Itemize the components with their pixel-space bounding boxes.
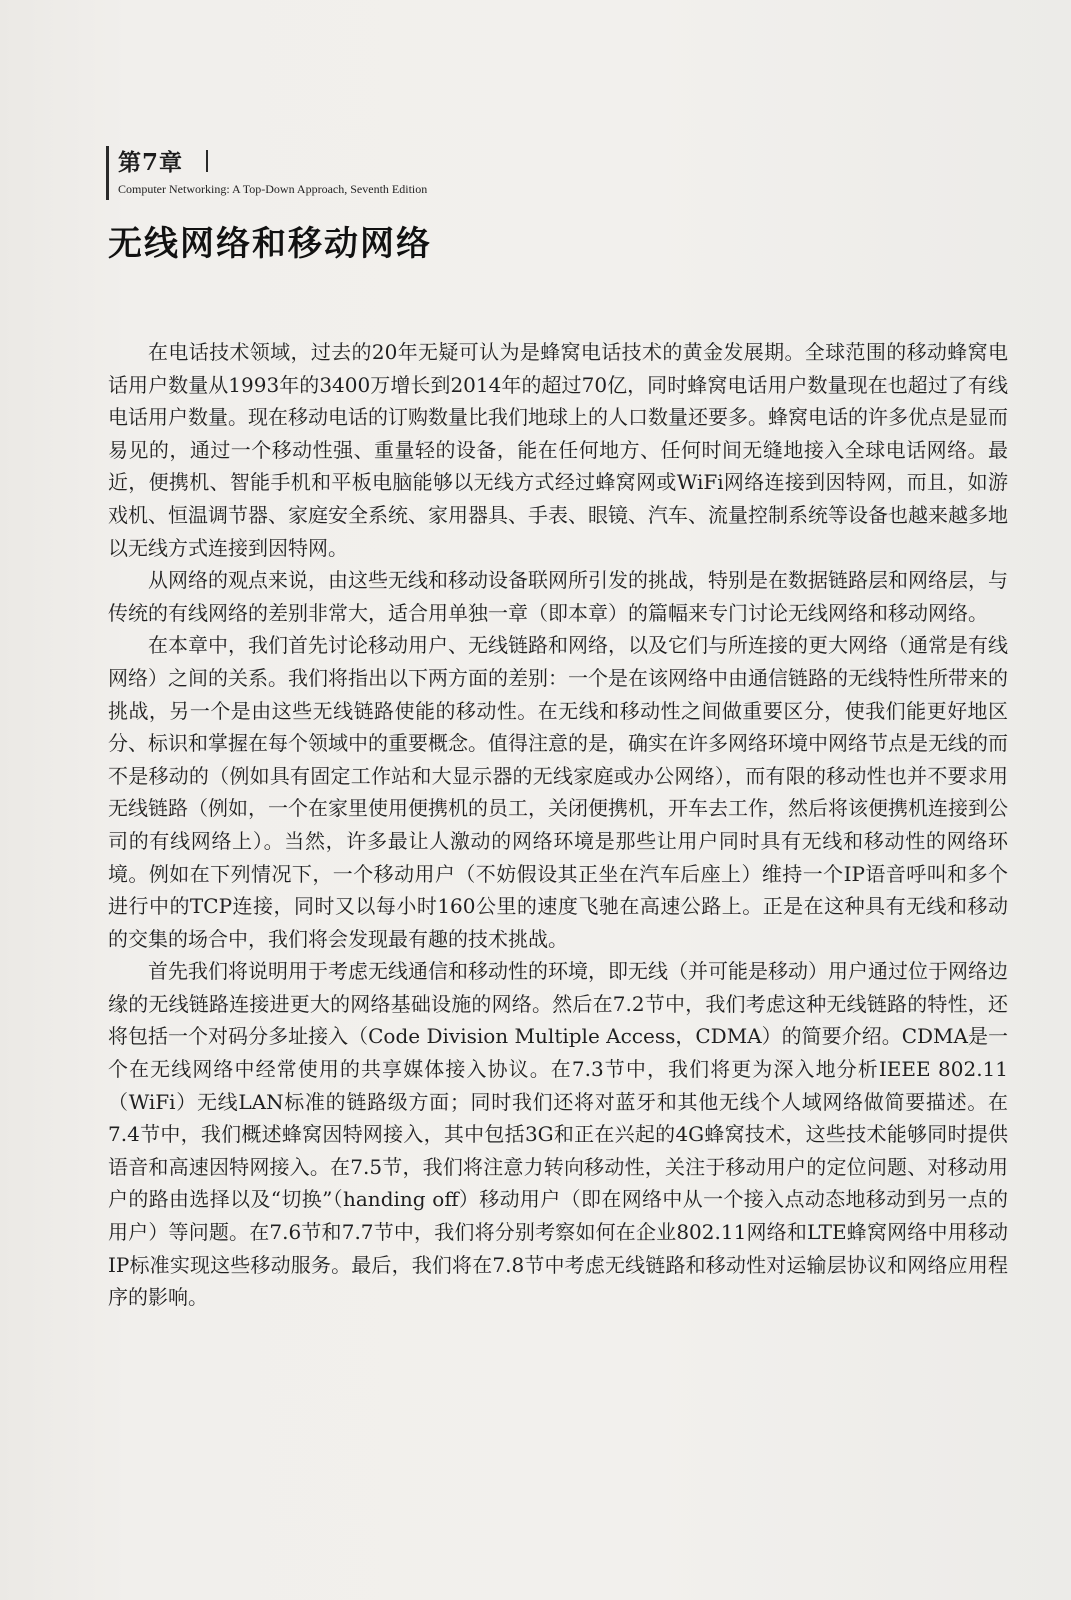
paragraph: 从网络的观点来说，由这些无线和移动设备联网所引发的挑战，特别是在数据链路层和网络层，与传统的有线网络的差别非常大，适合用单独一章（即本章）的篇幅来专门讨论无线网络和移动网络。 xyxy=(108,568,1008,625)
book-title-line: Computer Networking: A Top-Down Approach, Seventh Edition xyxy=(118,182,428,196)
paragraph: 首先我们将说明用于考虑无线通信和移动性的环境，即无线（并可能是移动）用户通过位于网络边缘的无线链路连接进更大的网络基础设施的网络。然后在7.2节中，我们考虑这种无线链路的特性，还将包括一个对码分多址接入（Code Division Multiple Access，CDMA）的简要介绍。CDMA是一个在无线网络中经常使用的共享媒体接入协议。在7.3节中，我们将更为深入地分析IEEE 802.11（WiFi）无线LAN标准的链路级方面；同时我们还将对蓝牙和其他无线个人域网络做简要描述。在7.4节中，我们概述蜂窝因特网接入，其中包括3G和正在兴起的4G蜂窝技术，这些技术能够同时提供语音和高速因特网接入。在7.5节，我们将注意力转向移动性，关注于移动用户的定位问题、对移动用户的路由选择以及“切换”（handing off）移动用户（即在网络中从一个接入点动态地移动到另一点的用户）等问题。在7.6节和7.7节中，我们将分别考察如何在企业802.11网络和LTE蜂窝网络中用移动IP标准实现这些移动服务。最后，我们将在7.8节中考虑无线链路和移动性对运输层协议和网络应用程序的影响。 xyxy=(108,959,1008,1310)
header-left-rule xyxy=(106,146,109,200)
header-right-rule xyxy=(206,150,208,172)
paragraph: 在电话技术领域，过去的20年无疑可认为是蜂窝电话技术的黄金发展期。全球范围的移动蜂窝电话用户数量从1993年的3400万增长到2014年的超过70亿，同时蜂窝电话用户数量现在也超过了有线电话用户数量。现在移动电话的订购数量比我们地球上的人口数量还要多。蜂窝电话的许多优点是显而易见的，通过一个移动性强、重量轻的设备，能在任何地方、任何时间无缝地接入全球电话网络。最近，便携机、智能手机和平板电脑能够以无线方式经过蜂窝网或WiFi网络连接到因特网，而且，如游戏机、恒温调节器、家庭安全系统、家用器具、手表、眼镜、汽车、流量控制系统等设备也越来越多地以无线方式连接到因特网。 xyxy=(108,340,1008,560)
paragraph: 在本章中，我们首先讨论移动用户、无线链路和网络，以及它们与所连接的更大网络（通常是有线网络）之间的关系。我们将指出以下两方面的差别：一个是在该网络中由通信链路的无线特性所带来的挑战，另一个是由这些无线链路使能的移动性。在无线和移动性之间做重要区分，使我们能更好地区分、标识和掌握在每个领域中的重要概念。值得注意的是，确实在许多网络环境中网络节点是无线的而不是移动的（例如具有固定工作站和大显示器的无线家庭或办公网络），而有限的移动性也并不要求用无线链路（例如，一个在家里使用便携机的员工，关闭便携机，开车去工作，然后将该便携机连接到公司的有线网络上）。当然，许多最让人激动的网络环境是那些让用户同时具有无线和移动性的网络环境。例如在下列情况下，一个移动用户（不妨假设其正坐在汽车后座上）维持一个IP语音呼叫和多个进行中的TCP连接，同时又以每小时160公里的速度飞驰在高速公路上。正是在这种具有无线和移动的交集的场合中，我们将会发现最有趣的技术挑战。 xyxy=(108,633,1008,951)
chapter-number: 第7章 xyxy=(118,149,184,176)
body-text xyxy=(108,336,1008,1314)
chapter-title: 无线网络和移动网络 xyxy=(108,224,432,264)
